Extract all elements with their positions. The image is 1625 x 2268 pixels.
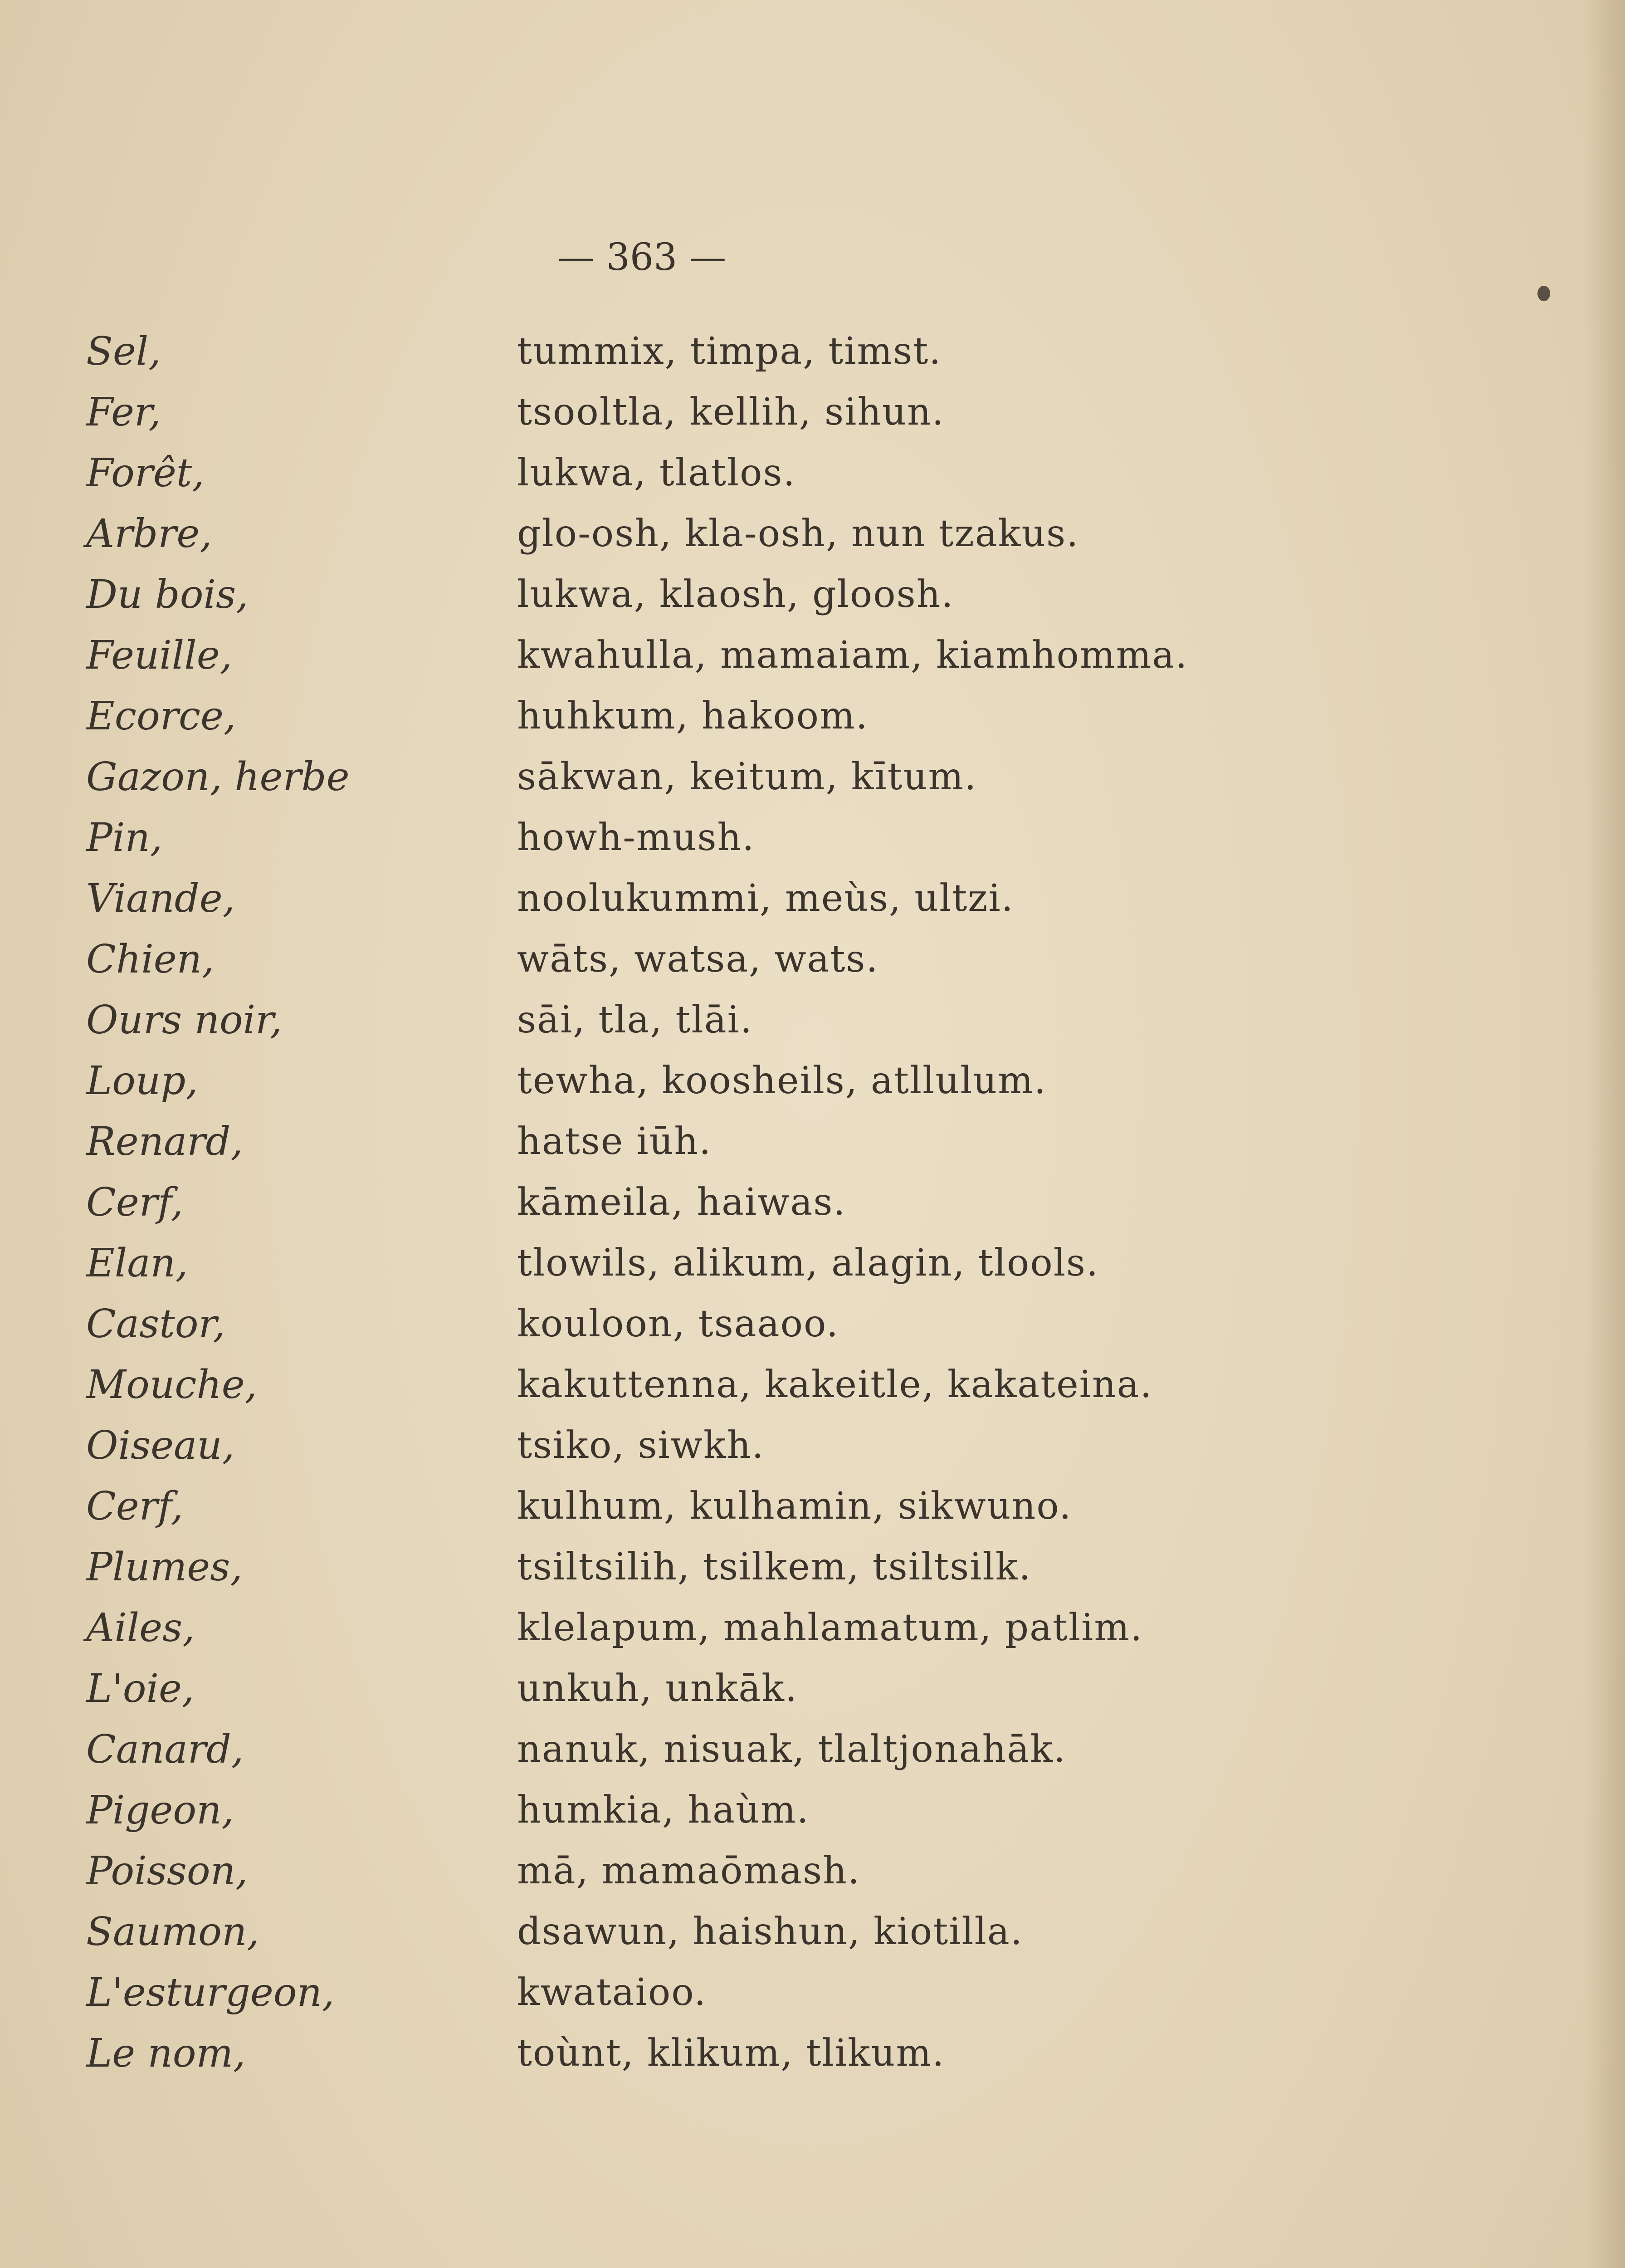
- vocabulary-entry: [0, 932, 1625, 993]
- vocabulary-entry: [0, 811, 1625, 871]
- vocabulary-list: [0, 324, 1625, 2087]
- native-translation: tlowils, alikum, alagin, tlools.: [517, 1242, 1099, 1285]
- vocabulary-entry: [0, 1783, 1625, 1844]
- french-term: Du bois,: [86, 572, 249, 617]
- native-translation: mā, mamaōmash.: [517, 1849, 861, 1892]
- native-translation: lukwa, klaosh, gloosh.: [517, 573, 954, 616]
- french-term: Cerf,: [86, 1484, 183, 1529]
- vocabulary-entry: [0, 1054, 1625, 1114]
- native-translation: wāts, watsa, wats.: [517, 938, 879, 981]
- vocabulary-entry: [0, 446, 1625, 507]
- vocabulary-entry: [0, 1965, 1625, 2026]
- french-term: Arbre,: [86, 511, 212, 557]
- vocabulary-entry: [0, 1722, 1625, 1783]
- native-translation: kulhum, kulhamin, sikwuno.: [517, 1485, 1072, 1528]
- french-term: Loup,: [86, 1058, 198, 1104]
- native-translation: kakuttenna, kakeitle, kakateina.: [517, 1363, 1153, 1406]
- vocabulary-entry: [0, 1844, 1625, 1905]
- vocabulary-entry: [0, 1175, 1625, 1236]
- french-term: Forêt,: [86, 450, 205, 496]
- native-translation: toùnt, klikum, tlikum.: [517, 2032, 945, 2075]
- native-translation: tewha, koosheils, atllulum.: [517, 1059, 1047, 1102]
- french-term: Saumon,: [86, 1909, 259, 1955]
- native-translation: howh-mush.: [517, 816, 755, 859]
- vocabulary-entry: [0, 1358, 1625, 1418]
- vocabulary-entry: [0, 689, 1625, 750]
- native-translation: nanuk, nisuak, tlaltjonahāk.: [517, 1728, 1066, 1771]
- native-translation: tsiko, siwkh.: [517, 1424, 765, 1467]
- native-translation: lukwa, tlatlos.: [517, 451, 796, 494]
- french-term: Castor,: [86, 1301, 225, 1347]
- french-term: Ours noir,: [86, 997, 283, 1043]
- page-number: — 363 —: [557, 236, 727, 279]
- vocabulary-entry: [0, 1297, 1625, 1358]
- french-term: Feuille,: [86, 633, 232, 678]
- french-term: Ecorce,: [86, 694, 236, 739]
- vocabulary-entry: [0, 2026, 1625, 2087]
- french-term: Gazon, herbe: [86, 754, 350, 800]
- french-term: Ailes,: [86, 1605, 195, 1651]
- french-term: Poisson,: [86, 1848, 248, 1894]
- french-term: Sel,: [86, 329, 161, 374]
- native-translation: tummix, timpa, timst.: [517, 330, 942, 373]
- native-translation: huhkum, hakoom.: [517, 694, 869, 738]
- vocabulary-entry: [0, 1114, 1625, 1175]
- french-term: L'esturgeon,: [86, 1970, 335, 2015]
- french-term: Pin,: [86, 815, 163, 860]
- native-translation: dsawun, haishun, kiotilla.: [517, 1910, 1023, 1953]
- vocabulary-entry: [0, 1662, 1625, 1722]
- french-term: Viande,: [86, 876, 235, 921]
- vocabulary-entry: [0, 324, 1625, 385]
- native-translation: unkuh, unkāk.: [517, 1667, 798, 1710]
- vocabulary-entry: [0, 567, 1625, 628]
- native-translation: kwataioo.: [517, 1971, 707, 2014]
- french-term: Pigeon,: [86, 1788, 234, 1833]
- native-translation: humkia, haùm.: [517, 1789, 810, 1832]
- native-translation: tsooltla, kellih, sihun.: [517, 391, 945, 434]
- native-translation: glo-osh, kla-osh, nun tzakus.: [517, 512, 1079, 555]
- french-term: Plumes,: [86, 1545, 243, 1590]
- french-term: Canard,: [86, 1727, 244, 1772]
- native-translation: kāmeila, haiwas.: [517, 1181, 846, 1224]
- french-term: Renard,: [86, 1119, 243, 1164]
- french-term: L'oie,: [86, 1666, 195, 1711]
- native-translation: sākwan, keitum, kītum.: [517, 755, 977, 798]
- native-translation: tsiltsilih, tsilkem, tsiltsilk.: [517, 1545, 1032, 1589]
- vocabulary-entry: [0, 1418, 1625, 1479]
- french-term: Le nom,: [86, 2031, 246, 2076]
- vocabulary-entry: [0, 628, 1625, 689]
- vocabulary-entry: [0, 750, 1625, 811]
- french-term: Mouche,: [86, 1362, 258, 1408]
- french-term: Elan,: [86, 1241, 188, 1286]
- vocabulary-entry: [0, 507, 1625, 567]
- vocabulary-entry: [0, 993, 1625, 1054]
- vocabulary-entry: [0, 1540, 1625, 1601]
- native-translation: noolukummi, meùs, ultzi.: [517, 877, 1014, 920]
- french-term: Chien,: [86, 937, 215, 982]
- french-term: Cerf,: [86, 1180, 183, 1225]
- vocabulary-entry: [0, 385, 1625, 446]
- vocabulary-entry: [0, 1905, 1625, 1965]
- vocabulary-entry: [0, 1236, 1625, 1297]
- french-term: Oiseau,: [86, 1423, 235, 1468]
- vocabulary-entry: [0, 1479, 1625, 1540]
- french-term: Fer,: [86, 390, 161, 435]
- ink-speck: [1537, 286, 1550, 301]
- vocabulary-entry: [0, 871, 1625, 932]
- native-translation: klelapum, mahlamatum, patlim.: [517, 1606, 1143, 1649]
- vocabulary-entry: [0, 1601, 1625, 1662]
- native-translation: hatse iūh.: [517, 1120, 712, 1163]
- native-translation: kwahulla, mamaiam, kiamhomma.: [517, 634, 1188, 677]
- native-translation: sāi, tla, tlāi.: [517, 998, 753, 1041]
- native-translation: kouloon, tsaaoo.: [517, 1302, 839, 1345]
